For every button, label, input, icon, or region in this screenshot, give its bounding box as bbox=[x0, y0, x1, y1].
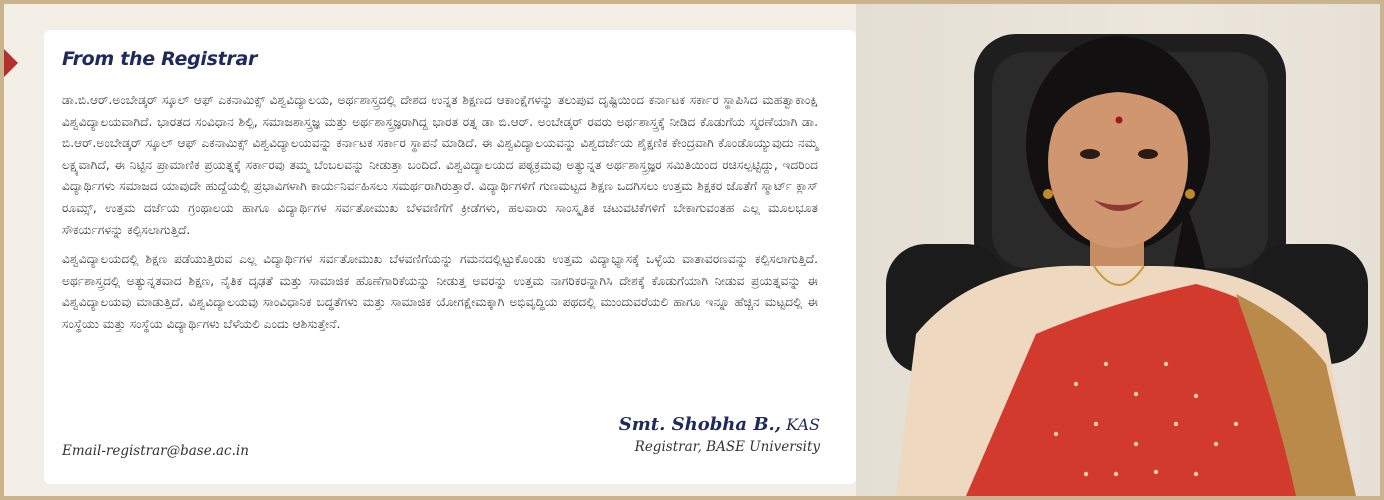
message-paragraph-2: ವಿಶ್ವವಿದ್ಯಾಲಯದಲ್ಲಿ ಶಿಕ್ಷಣ ಪಡೆಯುತ್ತಿರುವ ಎಲ್ಲ ವಿದ್ಯಾರ್ಥಿಗಳ ಸರ್ವತೋಮುಖ ಬೆಳವಣಿಗೆಯನ್ನು ಗಮನದಲ್ಲಿಟ್ಟುಕೊಂಡು ಉತ್ತಮ ವಿದ್ಯಾಭ್ಯಾಸಕ್ಕೆ ಒಳ್ಳೆಯ ವಾತಾವರಣವನ್ನು ಕಲ್ಪಿಸಲಾಗುತ್ತಿದೆ. ಅರ್ಥಶಾಸ್ತ್ರದಲ್ಲಿ ಅತ್ಯುನ್ನತವಾದ ಶಿಕ್ಷಣ, ನೈತಿಕ ದೃಢತೆ ಮತ್ತು ಸಾಮಾಜಿಕ ಹೊಣೆಗಾರಿಕೆಯನ್ನು ನೀಡುತ್ತ ಅವರನ್ನು ಉತ್ತಮ ನಾಗರಿಕರನ್ನಾಗಿಸಿ ದೇಶಕ್ಕೆ ಕೊಡುಗೆಯಾಗಿ ನೀಡುವ ಪ್ರಯತ್ನವನ್ನು ಈ ವಿಶ್ವವಿದ್ಯಾಲಯವು ಮಾಡುತ್ತಿದೆ. ವಿಶ್ವವಿದ್ಯಾಲಯವು ಸಾಂವಿಧಾನಿಕ ಬದ್ಧತೆಗಳು ಮತ್ತು ಸಾಮಾಜಿಕ ಯೋಗಕ್ಷೇಮಕ್ಕಾಗಿ ಅಭಿವೃದ್ಧಿಯ ಪಥದಲ್ಲಿ ಮುಂದುವರೆಯಲಿ ಹಾಗೂ ಇನ್ನೂ ಹೆಚ್ಚಿನ ಮಟ್ಟದಲ್ಲಿ ಈ ಸಂಸ್ಥೆಯು ಮತ್ತು ಸಂಸ್ಥೆಯ ವಿದ್ಯಾರ್ಥಿಗಳು ಬೆಳೆಯಲಿ ಎಂದು ಆಶಿಸುತ್ತೇನೆ. bbox=[62, 252, 818, 331]
section-heading: From the Registrar bbox=[62, 48, 258, 70]
message-body bbox=[62, 90, 818, 344]
registrar-name: Smt. Shobha B., bbox=[618, 414, 782, 435]
registrar-banner bbox=[4, 4, 1380, 496]
registrar-email[interactable]: Email-registrar@base.ac.in bbox=[62, 443, 249, 459]
registrar-role: Registrar, BASE University bbox=[634, 439, 820, 455]
message-paragraph-1: ಡಾ.ಬಿ.ಆರ್.ಅಂಬೇಡ್ಕರ್ ಸ್ಕೂಲ್ ಆಫ್ ಎಕನಾಮಿಕ್ಸ್ ವಿಶ್ವವಿದ್ಯಾಲಯ, ಅರ್ಥಶಾಸ್ತ್ರದಲ್ಲಿ ದೇಶದ ಉನ್ನತ ಶಿಕ್ಷಣದ ಆಕಾಂಕ್ಷೆಗಳನ್ನು ತಲುಪುವ ದೃಷ್ಟಿಯಿಂದ ಕರ್ನಾಟಕ ಸರ್ಕಾರ ಸ್ಥಾಪಿಸಿದ ಮಹತ್ವಾಕಾಂಕ್ಷಿ ವಿಶ್ವವಿದ್ಯಾಲಯವಾಗಿದೆ. ಭಾರತದ ಸಂವಿಧಾನ ಶಿಲ್ಪಿ, ಸಮಾಜಶಾಸ್ತ್ರಜ್ಞ ಮತ್ತು ಅರ್ಥಶಾಸ್ತ್ರಜ್ಞರಾಗಿದ್ದ ಭಾರತ ರತ್ನ ಡಾ ಬಿ.ಆರ್. ಅಂಬೇಡ್ಕರ್ ರವರು ಅರ್ಥಶಾಸ್ತ್ರಕ್ಕೆ ನೀಡಿದ ಕೊಡುಗೆಯ ಸ್ಮರಣೆಯಾಗಿ ಡಾ. ಬಿ.ಆರ್.ಅಂಬೇಡ್ಕರ್ ಸ್ಕೂಲ್ ಆಫ್ ಎಕನಾಮಿಕ್ಸ್ ವಿಶ್ವವಿದ್ಯಾಲಯವನ್ನು ಕರ್ನಾಟಕ ಸರ್ಕಾರ ಸ್ಥಾಪನೆ ಮಾಡಿದೆ. ಈ ವಿಶ್ವವಿದ್ಯಾಲಯವನ್ನು ವಿಶ್ವದರ್ಜೆಯ ಶೈಕ್ಷಣಿಕ ಕೇಂದ್ರವಾಗಿ ಕೊಂಡೊಯ್ಯುವುದು ನಮ್ಮ ಲಕ್ಷ್ಯವಾಗಿದೆ, ಈ ನಿಟ್ಟಿನ ಪ್ರಾಮಾಣಿಕ ಪ್ರಯತ್ನಕ್ಕೆ ಸರ್ಕಾರವು ತಮ್ಮ ಬೆಂಬಲವನ್ನು ನೀಡುತ್ತಾ ಬಂದಿದೆ. ವಿಶ್ವವಿದ್ಯಾಲಯದ ಪಠ್ಯಕ್ರಮವು ಅತ್ಯುನ್ನತ ಅರ್ಥಶಾಸ್ತ್ರಜ್ಞರ ಸಮಿತಿಯಿಂದ ರಚಿಸಲ್ಪಟ್ಟಿದ್ದು, ಇದರಿಂದ ವಿದ್ಯಾರ್ಥಿಗಳು ಸಮಾಜದ ಯಾವುದೇ ಹುದ್ದೆಯಲ್ಲಿ ಪ್ರಭಾವಿಗಳಾಗಿ ಕಾರ್ಯನಿರ್ವಹಿಸಲು ಸಮರ್ಥರಾಗಿರುತ್ತಾರೆ. ವಿದ್ಯಾರ್ಥಿಗಳಿಗೆ ಗುಣಮಟ್ಟದ ಶಿಕ್ಷಣ ಒದಗಿಸಲು ಉತ್ತಮ ಶಿಕ್ಷಕರ ಜೊತೆಗೆ ಸ್ಮಾರ್ಟ್ ಕ್ಲಾಸ್ ರೂಮ್ಸ್, ಉತ್ತಮ ದರ್ಜೆಯ ಗ್ರಂಥಾಲಯ ಹಾಗೂ ವಿದ್ಯಾರ್ಥಿಗಳ ಸರ್ವತೋಮುಖ ಬೆಳವಣಿಗೆಗೆ ಕ್ರೀಡೆಗಳು, ಹಲವಾರು ಸಾಂಸ್ಕೃತಿಕ ಚಟುವಟಿಕೆಗಳಿಗೆ ಬೇಕಾಗುವಂತಹ ಎಲ್ಲ ಮೂಲಭೂತ ಸೌಕರ್ಯಗಳನ್ನು ಕಲ್ಪಿಸಲಾಗುತ್ತಿದೆ. bbox=[62, 93, 818, 237]
accent-arrow bbox=[4, 49, 18, 77]
portrait-illustration bbox=[856, 4, 1380, 496]
signature-block bbox=[619, 414, 820, 455]
registrar-title: KAS bbox=[786, 415, 820, 434]
message-card bbox=[44, 30, 856, 484]
registrar-photo bbox=[856, 4, 1380, 496]
